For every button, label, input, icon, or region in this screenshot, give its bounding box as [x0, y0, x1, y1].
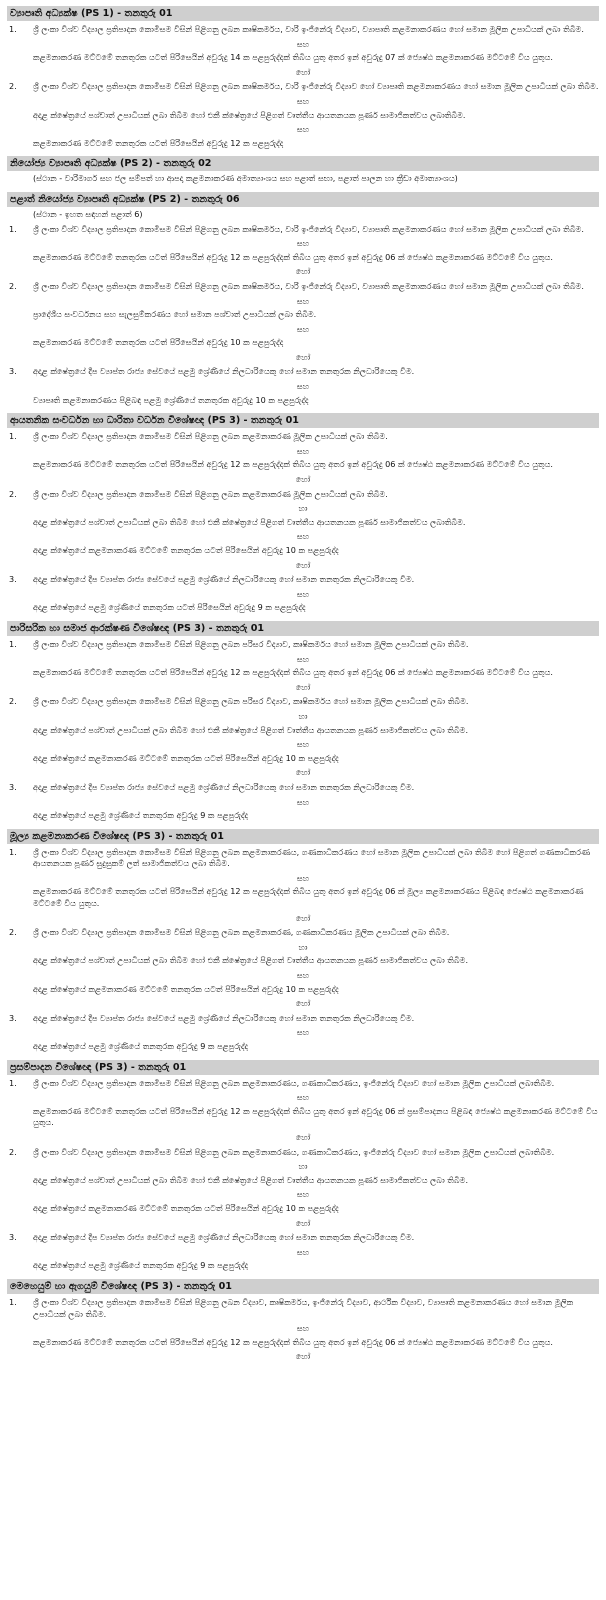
- position-section: [7, 6, 599, 149]
- item-number: 1.: [9, 1296, 17, 1307]
- conjunction-label: හෝ: [295, 1217, 311, 1228]
- item-text: ශ්‍රී ලංකා විශ්ව විද්‍යාල ප්‍රතිපාදන කොමිසම විසින් පිළිගනු ලබන කළමනාකරණය, ගණකාධිකරණය හෝ සමාන මූලික උපාධියක් ලබා තිබීම හෝ පිළිගත් ගණකාධිකරණ ආයතනයක පූර්ණ සුදුසුකම් ලත් සාමාජිකත්වය ලබා තිබීම.: [33, 846, 591, 869]
- conjunction-label: සහ: [296, 381, 310, 392]
- conjunction-label: සහ: [296, 1323, 310, 1334]
- conjunction-label: සහ: [296, 238, 310, 249]
- qualification-item: [7, 489, 599, 501]
- item-text: ශ්‍රී ලංකා විශ්ව විද්‍යාල ප්‍රතිපාදන කොමිසම විසින් පිළිගනු ලබන කෘෂිකර්මය, වාරි ඉංජිනේරු විද්‍යාව හෝ ව්‍යාපෘති කළමනාකරණය හෝ සමාන මූලික උපාධියක් ලබා තිබීම.: [33, 81, 599, 92]
- qualification-item: [7, 847, 599, 870]
- item-text: අදාළ ක්ෂේත්‍රයේ දීප ව්‍යාප්ත රාජ්‍ය සේවයේ පළමු ශ්‍රේණියේ නිලධාරියෙකු හෝ සමාන තනතුරක නිලධාරියෙකු වීම.: [33, 1012, 415, 1023]
- item-number: 2.: [9, 1146, 17, 1157]
- position-section: [7, 829, 599, 1053]
- conjunction-label: සහ: [296, 95, 310, 106]
- qualification-detail: කළමනාකරණ මට්ටමේ තනතුරක යටත් පිරිසෙයින් අවුරුදු 12 ක පළපුරුද්දක් තිබිය යුතු අතර ඉන් අවුරුදු 06 ක් ජ්‍යෙෂ්ඨ කළමනාකරණ මට්ටමේ විය යුතුය.: [33, 251, 554, 262]
- conjunction-label: හෝ: [295, 559, 311, 570]
- qualification-detail: අදාළ ක්ෂේත්‍රයේ පශ්චාත් උපාධියක් ලබා තිබීම හෝ එකී ක්ෂේත්‍රයේ පිළිගත් වෘත්තීය ආයතනයක පූර්ණ සාමාජිකත්වය ලබා තිබීම.: [33, 1174, 469, 1185]
- qualification-detail: කළමනාකරණ මට්ටමේ තනතුරක යටත් පිරිසෙයින් අවුරුදු 10 ක පළපුරුද්ද: [33, 337, 284, 348]
- item-text: අදාළ ක්ෂේත්‍රයේ දීප ව්‍යාප්ත රාජ්‍ය සේවයේ පළමු ශ්‍රේණියේ නිලධාරියෙකු හෝ සමාන තනතුරක නිලධාරියෙකු වීම.: [33, 781, 415, 792]
- item-number: 2.: [9, 488, 17, 499]
- qualification-detail: අදාළ ක්ෂේත්‍රයේ පශ්චාත් උපාධියක් ලබා තිබීම හෝ එකී ක්ෂේත්‍රයේ පිළිගත් වෘත්තීය ආයතනයක පූර්ණ සාමාජිකත්වය ලබා තිබීම.: [33, 955, 469, 966]
- qualification-detail: කළමනාකරණ මට්ටමේ තනතුරක යටත් පිරිසෙයින් අවුරුදු 12 ක පළපුරුද්දක් තිබිය යුතු අතර ඉන් අවුරුදු 06 ක් ජ්‍යෙෂ්ඨ කළමනාකරණ මට්ටමේ විය යුතුය.: [33, 1336, 554, 1347]
- position-section: [7, 192, 599, 406]
- qualification-detail: ව්‍යාපෘති කළමනාකරණය පිළිබඳ පළමු ශ්‍රේණියේ තනතුරක අවුරුදු 10 ක පළපුරුද්ද: [33, 394, 309, 405]
- position-section: [7, 413, 599, 614]
- section-title: ව්‍යාපෘති අධ්‍යක්ෂ (PS 1) - තනතුරු 01: [7, 6, 599, 21]
- section-title: ප්‍රසම්පාදන විශේෂඥ (PS 3) - තනතුරු 01: [7, 1060, 599, 1075]
- qualification-detail: අදාළ ක්ෂේත්‍රයේ පළමු ශ්‍රේණියේ තනතුරක යටත් පිරිසෙයින් අවුරුදු 9 ක පළපුරුද්ද: [33, 602, 306, 613]
- item-number: 1.: [9, 24, 17, 34]
- item-text: අදාළ ක්ෂේත්‍රයේ දීප ව්‍යාප්ත රාජ්‍ය සේවයේ පළමු ශ්‍රේණියේ නිලධාරියෙකු හෝ සමාන තනතුරක නිලධාරියෙකු වීම.: [33, 574, 415, 585]
- item-text: ශ්‍රී ලංකා විශ්ව විද්‍යාල ප්‍රතිපාදන කොමිසම විසින් පිළිගනු ලබන පරිසර විද්‍යාව, කෘෂිකර්මය හෝ සමාන මූලික උපාධියක් ලබා තිබීම.: [33, 696, 469, 707]
- qualification-item: [7, 927, 599, 939]
- qualification-item: [7, 1232, 599, 1244]
- section-title: ආයතනික සංවර්ධන හා ධාරිතා වර්ධන විශේෂඥ (PS 3) - තනතුරු 01: [7, 413, 599, 428]
- conjunction-label: හෝ: [295, 1131, 311, 1142]
- conjunction-label: සහ: [296, 531, 310, 542]
- qualification-detail: අදාළ ක්ෂේත්‍රයේ පළමු ශ්‍රේණියේ තනතුරක අවුරුදු 9 ක පළපුරුද්ද: [33, 1260, 249, 1271]
- conjunction-label: සහ: [296, 1246, 310, 1257]
- section-title: නියෝජ්‍ය ව්‍යාපෘති අධ්‍යක්ෂ (PS 2) - තනතුරු 02: [7, 156, 599, 171]
- position-section: [7, 156, 599, 185]
- section-title: මෙහෙයුම් හා ඇගයුම් විශේෂඥ (PS 3) - තනතුරු 01: [7, 1279, 599, 1294]
- item-text: ශ්‍රී ලංකා විශ්ව විද්‍යාල ප්‍රතිපාදන කොමිසම විසින් පිළිගනු ලබන කළමනාකරණ, ගණකාධිකරණය මූලික උපාධියක් ලබා තිබීම.: [33, 927, 450, 938]
- conjunction-label: හෝ: [295, 681, 311, 692]
- qualification-detail: අදාළ ක්ෂේත්‍රයේ කළමනාකරණ මට්ටමේ තනතුරක යටත් පිරිසෙයින් අවුරුදු 10 ක පළපුරුද්ද: [33, 752, 339, 763]
- conjunction-label: හා: [298, 710, 308, 721]
- section-title: මූල්‍ය කළමනාකරණ විශේෂඥ (PS 3) - තනතුරු 01: [7, 829, 599, 844]
- item-text: ශ්‍රී ලංකා විශ්ව විද්‍යාල ප්‍රතිපාදන කොමිසම විසින් පිළිගනු ලබන කළමනාකරණය, ගණකාධිකරණය, ඉංජිනේරු විද්‍යාව හෝ සමාන මූලික උපාධියක් ලබාතිබීම.: [33, 1146, 555, 1157]
- qualification-detail: අදාළ ක්ෂේත්‍රයේ පශ්චාත් උපාධියක් ලබා තිබීම හෝ එකී ක්ෂේත්‍රයේ පිළිගත් වෘත්තීය ආයතනයක පූර්ණ සාමාජිකත්වය ලබාතිබීම.: [33, 109, 466, 120]
- conjunction-label: සහ: [296, 295, 310, 306]
- item-number: 1.: [9, 223, 17, 234]
- conjunction-label: සහ: [296, 970, 310, 981]
- conjunction-label: සහ: [296, 1027, 310, 1038]
- conjunction-label: සහ: [296, 796, 310, 807]
- qualification-item: [7, 1147, 599, 1159]
- item-text: ශ්‍රී ලංකා විශ්ව විද්‍යාල ප්‍රතිපාදන කොමිසම විසින් පිළිගනු ලබන කළමනාකරණ මූලික උපාධියක් ලබා තිබීම.: [33, 431, 388, 442]
- item-text: ශ්‍රී ලංකා විශ්ව විද්‍යාල ප්‍රතිපාදන කොමිසම විසින් පිළිගනු ලබන කෘෂිකර්මය, වාරි ඉංජිනේරු විද්‍යාව, ව්‍යාපෘති කළමනාකරණය හෝ සමාන මූලික උපාධියක් ලබා තිබීම.: [33, 280, 584, 291]
- conjunction-label: හෝ: [295, 266, 311, 277]
- position-section: [7, 1279, 599, 1363]
- qualification-detail: අදාළ ක්ෂේත්‍රයේ පළමු ශ්‍රේණියේ තනතුරක අවුරුදු 9 ක පළපුරුද්ද: [33, 1041, 249, 1051]
- qualification-item: [7, 366, 599, 378]
- qualification-item: [7, 431, 599, 443]
- qualification-detail: කළමනාකරණ මට්ටමේ තනතුරක යටත් පිරිසෙයින් අවුරුදු 14 ක පළපුරුද්දක් තිබිය යුතු අතර ඉන් අවුරුදු 07 ක් ජ්‍යෙෂ්ඨ කළමනාකරණ මට්ටමේ විය යුතුය.: [33, 52, 554, 63]
- qualification-detail: කළමනාකරණ මට්ටමේ තනතුරක යටත් පිරිසෙයින් අවුරුදු 12 ක පළපුරුද්දක් තිබිය යුතු අතර ඉන් අවුරුදු 06 ක් ජ්‍යෙෂ්ඨ කළමනාකරණ මට්ටමේ විය යුතුය.: [33, 459, 554, 470]
- item-text: අදාළ ක්ෂේත්‍රයේ දීප ව්‍යාප්ත රාජ්‍ය සේවයේ පළමු ශ්‍රේණියේ නිලධාරියෙකු හෝ සමාන තනතුරක නිලධාරියෙකු වීම.: [33, 1232, 415, 1243]
- conjunction-label: සහ: [296, 445, 310, 456]
- item-number: 3.: [9, 366, 17, 377]
- qualification-detail: කළමනාකරණ මට්ටමේ තනතුරක යටත් පිරිසෙයින් අවුරුදු 12 ක පළපුරුද්දක් තිබිය යුතු අතර ඉන් අවුරුදු 06 ක් මූල්‍ය කළමනාකරණය පිළිබඳ ජ්‍යෙෂ්ඨ කළමනාකරණ මට්ටමේ විය යුතුය.: [33, 886, 584, 909]
- item-number: 1.: [9, 1077, 17, 1088]
- position-section: [7, 621, 599, 822]
- conjunction-label: සහ: [296, 124, 310, 135]
- item-number: 1.: [9, 431, 17, 442]
- item-number: 1.: [9, 846, 17, 857]
- conjunction-label: සහ: [296, 739, 310, 750]
- qualification-item: [7, 574, 599, 586]
- conjunction-label: සහ: [296, 653, 310, 664]
- conjunction-label: සහ: [296, 1189, 310, 1200]
- conjunction-label: හා: [298, 941, 308, 952]
- qualification-detail: අදාළ ක්ෂේත්‍රයේ කළමනාකරණ මට්ටමේ තනතුරක යටත් පිරිසෙයින් අවුරුදු 10 ක පළපුරුද්ද: [33, 983, 339, 994]
- conjunction-label: හෝ: [295, 474, 311, 485]
- item-number: 2.: [9, 280, 17, 291]
- conjunction-label: හා: [298, 503, 308, 514]
- conjunction-label: හෝ: [295, 912, 311, 923]
- qualification-item: [7, 1297, 599, 1320]
- qualification-item: [7, 1078, 599, 1090]
- conjunction-label: සහ: [296, 588, 310, 599]
- qualification-item: [7, 782, 599, 794]
- qualification-item: [7, 639, 599, 651]
- qualification-detail: අදාළ ක්ෂේත්‍රයේ පළමු ශ්‍රේණියේ තනතුරක අවුරුදු 9 ක පළපුරුද්ද: [33, 810, 249, 821]
- conjunction-label: හා: [298, 1161, 308, 1172]
- qualification-item: [7, 281, 599, 293]
- item-text: ශ්‍රී ලංකා විශ්ව විද්‍යාල ප්‍රතිපාදන කොමිසම විසින් පිළිගනු ලබන කෘෂිකර්මය, වාරි ඉංජිනේරු විද්‍යාව, ව්‍යාපෘති කළමනාකරණය හෝ සමාන මූලික උපාධියක් ලබා තිබීම.: [33, 24, 584, 34]
- item-number: 1.: [9, 638, 17, 649]
- conjunction-label: සහ: [296, 38, 310, 49]
- qualification-detail: අදාළ ක්ෂේත්‍රයේ පශ්චාත් උපාධියක් ලබා තිබීම හෝ එකී ක්ෂේත්‍රයේ පිළිගත් වෘත්තීය ආයතනයක පූර්ණ සාමාජිකත්වය ලබාතිබීම.: [33, 516, 466, 527]
- item-text: ශ්‍රී ලංකා විශ්ව විද්‍යාල ප්‍රතිපාදන කොමිසම විසින් පිළිගනු ලබන කළමනාකරණ මූලික උපාධියක් ලබා තිබීම.: [33, 488, 388, 499]
- conjunction-label: සහ: [296, 323, 310, 334]
- position-section: [7, 1060, 599, 1272]
- conjunction-label: හෝ: [295, 1351, 311, 1362]
- item-number: 3.: [9, 574, 17, 585]
- location-note: (ස්ථාන - ඉහත සඳහන් පළාත් 6): [33, 208, 143, 219]
- item-text: ශ්‍රී ලංකා විශ්ව විද්‍යාල ප්‍රතිපාදන කොමිසම විසින් පිළිගනු ලබන කෘෂිකර්මය, වාරි ඉංජිනේරු විද්‍යාව, ව්‍යාපෘති කළමනාකරණය හෝ සමාන මූලික උපාධියක් ලබා තිබීම.: [33, 223, 584, 234]
- qualification-item: [7, 696, 599, 708]
- qualification-detail: කළමනාකරණ මට්ටමේ තනතුරක යටත් පිරිසෙයින් අවුරුදු 12 ක පළපුරුද්ද: [33, 137, 284, 148]
- qualification-item: [7, 81, 599, 93]
- item-number: 2.: [9, 696, 17, 707]
- location-note: (ස්ථාන - වාරිමාර්ග සහ ජල සම්පත් හා ආපදා කළමනාකරණ අමාත්‍යාංශය සහ පළාත් සභා, පළාත් පාලන හා ක්‍රීඩා අමාත්‍යාංශය): [33, 173, 458, 184]
- item-text: ශ්‍රී ලංකා විශ්ව විද්‍යාල ප්‍රතිපාදන කොමිසම විසින් පිළිගනු ලබන පරිසර විද්‍යාව, කෘෂිකර්මය හෝ සමාන මූලික උපාධියක් ලබා තිබීම.: [33, 638, 469, 649]
- item-text: ශ්‍රී ලංකා විශ්ව විද්‍යාල ප්‍රතිපාදන කොමිසම විසින් පිළිගනු ලබන විද්‍යාව, කෘෂිකර්මය, ඉංජිනේරු විද්‍යාව, ආර්ථික විද්‍යාව, ව්‍යාපෘති කළමනාකරණය හෝ සමාන මූලික උපාධියක් ලබා තිබීම.: [33, 1296, 574, 1319]
- vacancy-notice-page: [7, 0, 599, 1363]
- conjunction-label: හෝ: [295, 998, 311, 1009]
- item-number: 3.: [9, 1232, 17, 1243]
- item-number: 3.: [9, 781, 17, 792]
- conjunction-label: හෝ: [295, 767, 311, 778]
- qualification-detail: කළමනාකරණ මට්ටමේ තනතුරක යටත් පිරිසෙයින් අවුරුදු 12 ක පළපුරුද්දක් තිබිය යුතු අතර ඉන් අවුරුදු 06 ක් ජ්‍යෙෂ්ඨ කළමනාකරණ මට්ටමේ විය යුතුය.: [33, 667, 554, 678]
- item-text: අදාළ ක්ෂේත්‍රයේ දීප ව්‍යාප්ත රාජ්‍ය සේවයේ පළමු ශ්‍රේණියේ නිලධාරියෙකු හෝ සමාන තනතුරක නිලධාරියෙකු වීම.: [33, 366, 415, 377]
- qualification-item: [7, 1013, 599, 1025]
- qualification-detail: ප්‍රාදේශීය සංවර්ධනය සහ සැලසුම්කරණය හෝ සමාන පශ්චාත් උපාධියක් ලබා තිබීම.: [33, 309, 317, 320]
- conjunction-label: හෝ: [295, 66, 311, 77]
- qualification-detail: අදාළ ක්ෂේත්‍රයේ පශ්චාත් උපාධියක් ලබා තිබීම හෝ එකී ක්ෂේත්‍රයේ පිළිගත් වෘත්තීය ආයතනයක පූර්ණ සාමාජිකත්වය ලබා තිබීම.: [33, 724, 469, 735]
- qualification-item: [7, 224, 599, 236]
- qualification-detail: කළමනාකරණ මට්ටමේ තනතුරක යටත් පිරිසෙයින් අවුරුදු 12 ක පළපුරුද්දක් තිබිය යුතු අතර ඉන් අවුරුදු 06 ක් ප්‍රසම්පාදනය පිළිබඳ ජ්‍යෙෂ්ඨ කළමනාකරණ මට්ටමේ විය යුතුය.: [33, 1105, 598, 1128]
- item-text: ශ්‍රී ලංකා විශ්ව විද්‍යාල ප්‍රතිපාදන කොමිසම විසින් පිළිගනු ලබන කළමනාකරණය, ගණකාධිකරණය, ඉංජිනේරු විද්‍යාව හෝ සමාන මූලික උපාධියක් ලබාතිබීම.: [33, 1077, 555, 1088]
- conjunction-label: හෝ: [295, 351, 311, 362]
- qualification-item: [7, 24, 599, 36]
- item-number: 3.: [9, 1012, 17, 1023]
- conjunction-label: සහ: [296, 872, 310, 883]
- item-number: 2.: [9, 927, 17, 938]
- conjunction-label: සහ: [296, 1092, 310, 1103]
- qualification-detail: අදාළ ක්ෂේත්‍රයේ කළමනාකරණ මට්ටමේ තනතුරක යටත් පිරිසෙයින් අවුරුදු 10 ක පළපුරුද්ද: [33, 545, 339, 555]
- qualification-detail: අදාළ ක්ෂේත්‍රයේ කළමනාකරණ මට්ටමේ තනතුරක යටත් පිරිසෙයින් අවුරුදු 10 ක පළපුරුද්ද: [33, 1202, 339, 1213]
- item-number: 2.: [9, 81, 17, 92]
- section-title: පාරිසරික හා සමාජ ආරක්ෂණ විශේෂඥ (PS 3) - තනතුරු 01: [7, 621, 599, 636]
- section-title: පළාත් නියෝජ්‍ය ව්‍යාපෘති අධ්‍යක්ෂ (PS 2) - තනතුරු 06: [7, 192, 599, 207]
